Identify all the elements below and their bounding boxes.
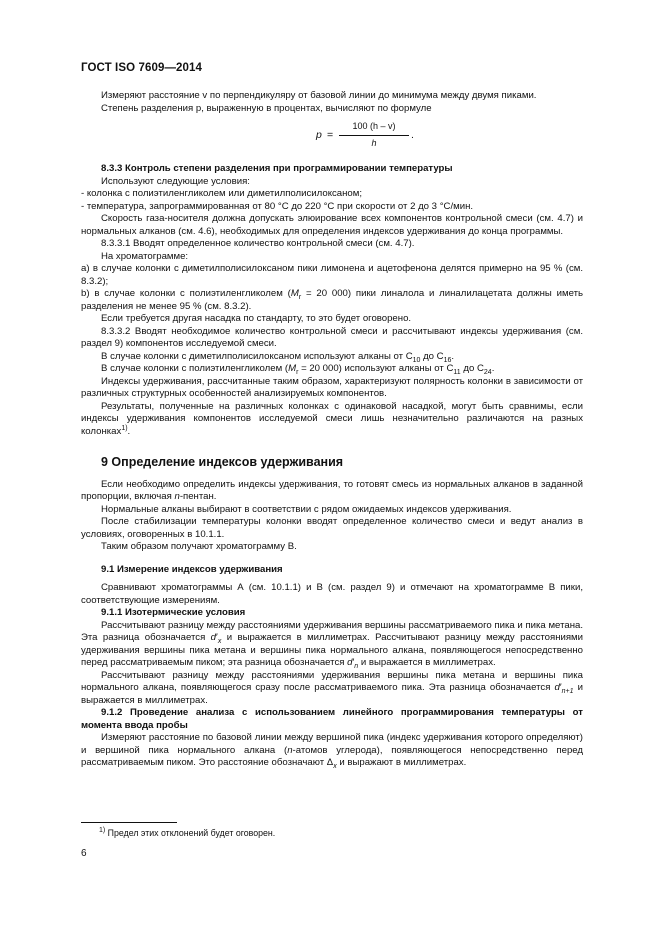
paragraph: После стабилизации температуры колонки вводят определенное количество смеси и ведут анализ в условиях, оговоренных в 10.1.1. [81, 516, 583, 540]
section-heading-9-1-1: 9.1.1 Изотермические условия [101, 607, 246, 618]
paragraph: Сравнивают хроматограммы А (см. 10.1.1) и В (см. раздел 9) и отмечают на хроматограмме В пики, соответствующие измерениям. [81, 582, 583, 606]
document-header: ГОСТ ISO 7609—2014 [81, 62, 203, 74]
paragraph: Если требуется другая насадка по стандарту, то это будет оговорено. [101, 313, 412, 324]
paragraph: Если необходимо определить индексы удерживания, то готовят смесь из нормальных алканов в заданной пропорции, включая n-пентан. [81, 478, 583, 502]
paragraph: Измеряют расстояние по базовой линии между вершиной пика (индекс удерживания которого определяют) и вершиной пика нормального алкана (n-атомов углерода), появляющегося непосредственно перед рассматриваемым пиком. Это расстояние обозначают $\Delta_x$ и выражают в миллиметрах. [81, 732, 583, 770]
paragraph: Результаты, полученные на различных колонках с одинаковой насадкой, могут быть сравнимы, если индексы удерживания компонентов исследуемой смеси лишь незначительно различаются на разных колонках$^{1)}$. [81, 400, 583, 437]
paragraph: Индексы удерживания, рассчитанные таким образом, характеризуют полярность колонки в зависимости от различных структурных особенностей анализируемых компонентов. [81, 375, 583, 399]
footnote [99, 828, 275, 838]
paragraph: В случае колонки с полиэтиленгликолем ($M_r = 20$ 000) используют алканы от $С_{11}$ до $С_{24}$. [101, 363, 495, 376]
page-number: 6 [81, 848, 87, 859]
section-heading-9-1-2: 9.1.2 Проведение анализа с использованием линейного программирования температуры от момента ввода пробы [81, 707, 583, 731]
paragraph: Таким образом получают хроматограмму В. [101, 541, 297, 552]
section-heading-9: 9 Определение индексов удерживания [101, 455, 344, 469]
paragraph: 8.3.3.1 Вводят определенное количество контрольной смеси (см. 4.7). [101, 238, 415, 249]
section-heading-8-3-3: 8.3.3 Контроль степени разделения при программировании температуры [101, 163, 453, 174]
list-item: а) в случае колонки с диметилполисилоксаном пики лимонена и ацетофенона делятся примерно на 95 % (см. 8.3.2); [81, 263, 583, 287]
paragraph: Нормальные алканы выбирают в соответствии с рядом ожидаемых индексов удерживания. [101, 503, 512, 515]
list-item: - температура, запрограммированная от 80 °С до 220 °С при скорости от 2 до 3 °С/мин. [81, 200, 474, 212]
paragraph: Скорость газа-носителя должна допускать элюирование всех компонентов контрольной смеси (см. 4.7) и нормальных алканов (см. 4.6), необходимых для определения индексов удерживания до конца программы. [81, 213, 583, 237]
formula-lhs: p [316, 129, 322, 141]
paragraph: Используют следующие условия: [101, 175, 250, 187]
paragraph: Измеряют расстояние v по перпендикуляру от базовой линии до минимума между двумя пиками. [101, 90, 537, 101]
footnote-ref: 1) [121, 424, 128, 432]
paragraph: Рассчитывают разницу между расстояниями удерживания вершины пика метана и вершины пика нормального алкана, появляющегося сразу после рассматриваемого пика. Эта разница обозначается $d'_{n+1}$ и выражается в миллиметрах. [81, 669, 583, 706]
formula-equals: = [327, 129, 334, 141]
footnote-text: Предел этих отклонений будет оговорен. [105, 828, 276, 838]
formula-denominator: h [371, 137, 377, 148]
list-item: - колонка с полиэтиленгликолем или диметилполисилоксаном; [81, 188, 363, 199]
formula-end: . [411, 129, 414, 141]
separation-formula [81, 117, 583, 159]
paragraph: Степень разделения p, выраженную в процентах, вычисляют по формуле [101, 102, 432, 114]
footnote-divider [81, 822, 177, 823]
footnote-mark: 1) [99, 827, 106, 835]
paragraph: 8.3.3.2 Вводят необходимое количество контрольной смеси и рассчитывают индексы удерживания (см. раздел 9) компонентов исследуемой смеси. [81, 325, 583, 349]
formula-fraction [339, 120, 409, 149]
section-heading-9-1: 9.1 Измерение индексов удерживания [101, 563, 283, 575]
paragraph: На хроматограмме: [101, 250, 189, 262]
page-content [81, 90, 583, 770]
formula-numerator: 100 (h – v) [339, 120, 409, 136]
list-item: b) в случае колонки с полиэтиленгликолем ($M_r = 20$ 000) пики линалола и линалилацетата должны иметь разделения не менее 95 % (см. 8.3.2). [81, 288, 583, 312]
paragraph: Рассчитывают разницу между расстояниями удерживания вершины рассматриваемого пика и пика метана. Эта разница обозначается $d'_x$ и выражается в миллиметрах. Рассчитывают разницу между расстояниями удерживания вершины пика метана и вершины пика нормального алкана, появляющегося непосредственно перед рассматриваемым пиком; эта разница обозначается $d'_n$ и выражается в миллиметрах. [81, 619, 583, 670]
paragraph: В случае колонки с диметилполисилоксаном используют алканы от $С_{10}$ до $С_{16}$. [101, 350, 455, 364]
